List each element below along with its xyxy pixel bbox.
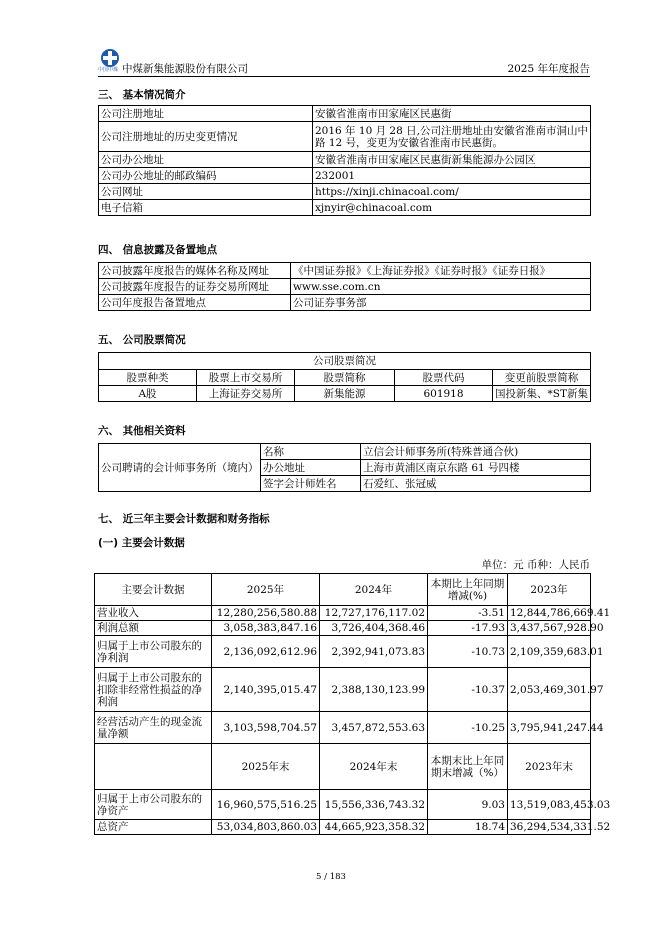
chinacoal-logo-icon bbox=[98, 48, 124, 72]
table-row: 办公地址 上海市黄浦区南京东路 61 号四楼 bbox=[99, 460, 591, 476]
table-row: 归属于上市公司股东的净利润 2,136,092,612.96 2,392,941,073.83 -10.73 2,109,359,683.01 bbox=[95, 636, 591, 668]
section3-title: 三、 基本情况简介 bbox=[98, 89, 186, 101]
table-row: 公司披露年度报告的媒体名称及网址 《中国证券报》《上海证券报》《证券时报》《证券日报》 bbox=[99, 263, 591, 279]
disclosure-table bbox=[98, 262, 591, 311]
stock-table bbox=[98, 352, 591, 402]
table-row: 公司披露年度报告的证券交易所网址 www.sse.com.cn bbox=[99, 279, 591, 295]
currency-unit: 单位：元 币种：人民币 bbox=[481, 559, 590, 571]
table-row: 公司注册地址的历史变更情况 2016 年 10 月 28 日,公司注册地址由安徽省淮南市洞山中路 12 号，变更为安徽省淮南市民惠街。 bbox=[99, 122, 591, 152]
table-row: 公司注册地址 安徽省淮南市田家庵区民惠街 bbox=[99, 106, 591, 122]
basic-info-table bbox=[98, 105, 591, 216]
section7-title: 七、 近三年主要会计数据和财务指标 bbox=[98, 513, 270, 525]
logo-text: 中国中煤 bbox=[98, 67, 119, 73]
section6-title: 六、 其他相关资料 bbox=[98, 425, 186, 437]
table-row: 营业收入 12,280,256,580.88 12,727,176,117.02 -3.51 12,844,786,669.41 bbox=[95, 606, 591, 621]
auditor-table bbox=[98, 443, 591, 492]
table-row: 公司办公地址 安徽省淮南市田家庵区民惠街新集能源办公园区 bbox=[99, 152, 591, 168]
table-row: 公司股票简况 bbox=[99, 353, 591, 370]
section4-title: 四、 信息披露及备置地点 bbox=[98, 244, 218, 256]
table-row: 公司网址 https://xinji.chinacoal.com/ bbox=[99, 184, 591, 200]
page-header bbox=[98, 46, 590, 77]
table-row: 归属于上市公司股东的净资产 16,960,575,516.25 15,556,336,743.32 9.03 13,519,083,453.03 bbox=[95, 790, 591, 820]
table-row: 总资产 53,034,803,860.03 44,665,923,358.32 18.74 36,294,534,331.52 bbox=[95, 820, 591, 835]
table-header-row: 2025年末 2024年末 本期末比上年同期末增减（%） 2023年末 bbox=[95, 744, 591, 790]
table-row: 公司聘请的会计师事务所（境内） 名称 立信会计师事务所(特殊普通合伙) bbox=[99, 444, 591, 460]
table-row: 公司年度报告备置地点 公司证券事务部 bbox=[99, 295, 591, 311]
company-name: 中煤新集能源股份有限公司 bbox=[122, 63, 248, 75]
report-title: 2025 年年度报告 bbox=[507, 63, 590, 75]
table-row: 归属于上市公司股东的扣除非经常性损益的净利润 2,140,395,015.47 2,388,130,123.99 -10.37 2,053,469,301.97 bbox=[95, 668, 591, 712]
accounting-data-table bbox=[94, 573, 611, 835]
section5-title: 五、 公司股票简况 bbox=[98, 334, 186, 346]
table-row: 利润总额 3,058,383,847.16 3,726,404,368.46 -17.93 3,437,567,928.90 bbox=[95, 621, 591, 636]
table-row: 经营活动产生的现金流量净额 3,103,598,704.57 3,457,872,553.63 -10.25 3,795,941,247.44 bbox=[95, 712, 591, 744]
table-row: 股票种类 股票上市交易所 股票简称 股票代码 变更前股票简称 bbox=[99, 370, 591, 386]
section7-subtitle: (一) 主要会计数据 bbox=[98, 537, 185, 549]
page-number: 5 / 183 bbox=[316, 872, 346, 882]
table-row: 签字会计师姓名 石爱红、张冠威 bbox=[99, 476, 591, 492]
table-row: A股 上海证券交易所 新集能源 601918 国投新集、*ST新集 bbox=[99, 386, 591, 402]
table-row: 电子信箱 xjnyir@chinacoal.com bbox=[99, 200, 591, 216]
table-row: 公司办公地址的邮政编码 232001 bbox=[99, 168, 591, 184]
table-header-row: 主要会计数据 2025年 2024年 本期比上年同期增减(%) 2023年 bbox=[95, 574, 591, 606]
